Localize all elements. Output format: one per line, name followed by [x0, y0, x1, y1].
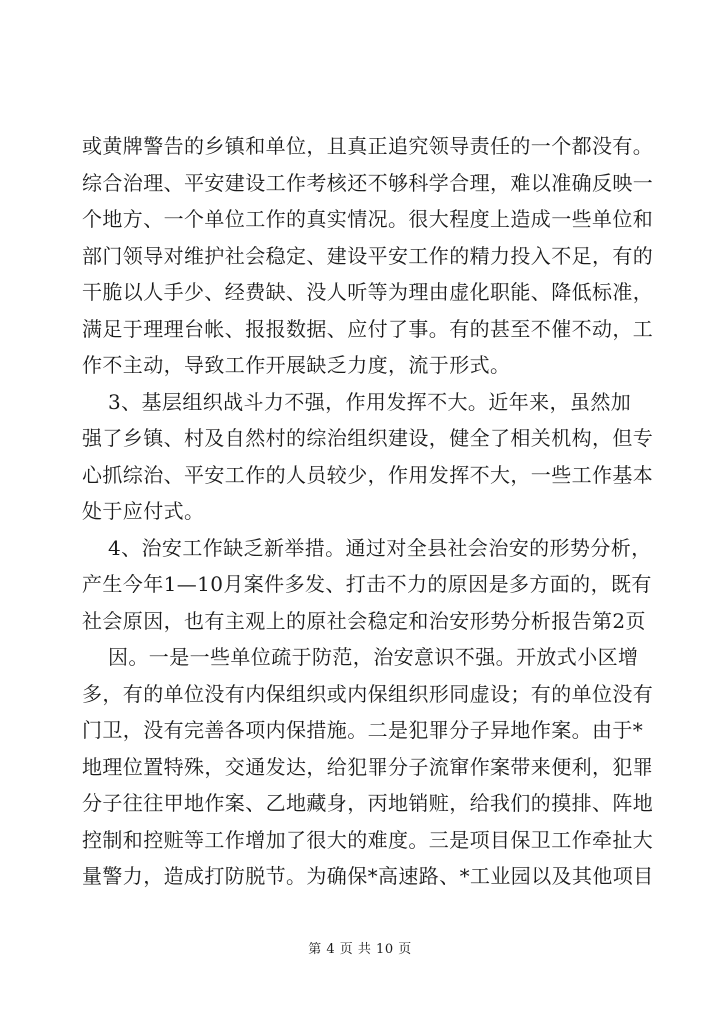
text-line: 4、治安工作缺乏新举措。通过对全县社会治安的形势分析，	[108, 535, 652, 560]
text-line: 或黄牌警告的乡镇和单位，且真正追究领导责任的一个都没有。	[82, 134, 654, 158]
text-line: 多，有的单位没有内保组织或内保组织形同虚设；有的单位没有	[82, 681, 654, 706]
text-line: 门卫，没有完善各项内保措施。二是犯罪分子异地作案。由于*	[82, 718, 644, 742]
text-line: 分子往往甲地作案、乙地藏身，丙地销赃，给我们的摸排、阵地	[82, 791, 654, 815]
document-body	[82, 128, 652, 895]
text-line: 部门领导对维护社会稳定、建设平安工作的精力投入不足，有的	[82, 243, 654, 268]
text-line: 处于应付式。	[82, 499, 205, 523]
text-line: 综合治理、平安建设工作考核还不够科学合理，难以准确反映一	[82, 170, 654, 195]
text-line: 强了乡镇、村及自然村的综治组织建设，健全了相关机构，但专	[82, 426, 654, 450]
text-line: 作不主动，导致工作开展缺乏力度，流于形式。	[82, 353, 511, 377]
text-line: 控制和控赃等工作增加了很大的难度。三是项目保卫工作牵扯大	[82, 827, 654, 852]
text-line: 产生今年1—10月案件多发、打击不力的原因是多方面的，既有	[82, 572, 652, 596]
text-line: 个地方、一个单位工作的真实情况。很大程度上造成一些单位和	[82, 207, 654, 231]
text-line: 干脆以人手少、经费缺、没人听等为理由虚化职能、降低标准，	[82, 280, 654, 304]
text-line: 量警力，造成打防脱节。为确保*高速路、*工业园以及其他项目	[82, 864, 654, 888]
text-line: 心抓综治、平安工作的人员较少，作用发挥不大，一些工作基本	[82, 462, 654, 487]
text-line: 地理位置特殊，交通发达，给犯罪分子流窜作案带来便利，犯罪	[82, 754, 654, 779]
text-line: 社会原因，也有主观上的原社会稳定和治安形势分析报告第2页	[82, 608, 646, 633]
page-footer: 第 4 页 共 10 页	[308, 942, 412, 957]
text-line: 满足于理理台帐、报报数据、应付了事。有的甚至不催不动，工	[82, 316, 654, 341]
text-line: 因。一是一些单位疏于防范，治安意识不强。开放式小区增	[108, 645, 639, 669]
text-line: 3、基层组织战斗力不强，作用发挥不大。近年来，虽然加	[108, 389, 632, 414]
